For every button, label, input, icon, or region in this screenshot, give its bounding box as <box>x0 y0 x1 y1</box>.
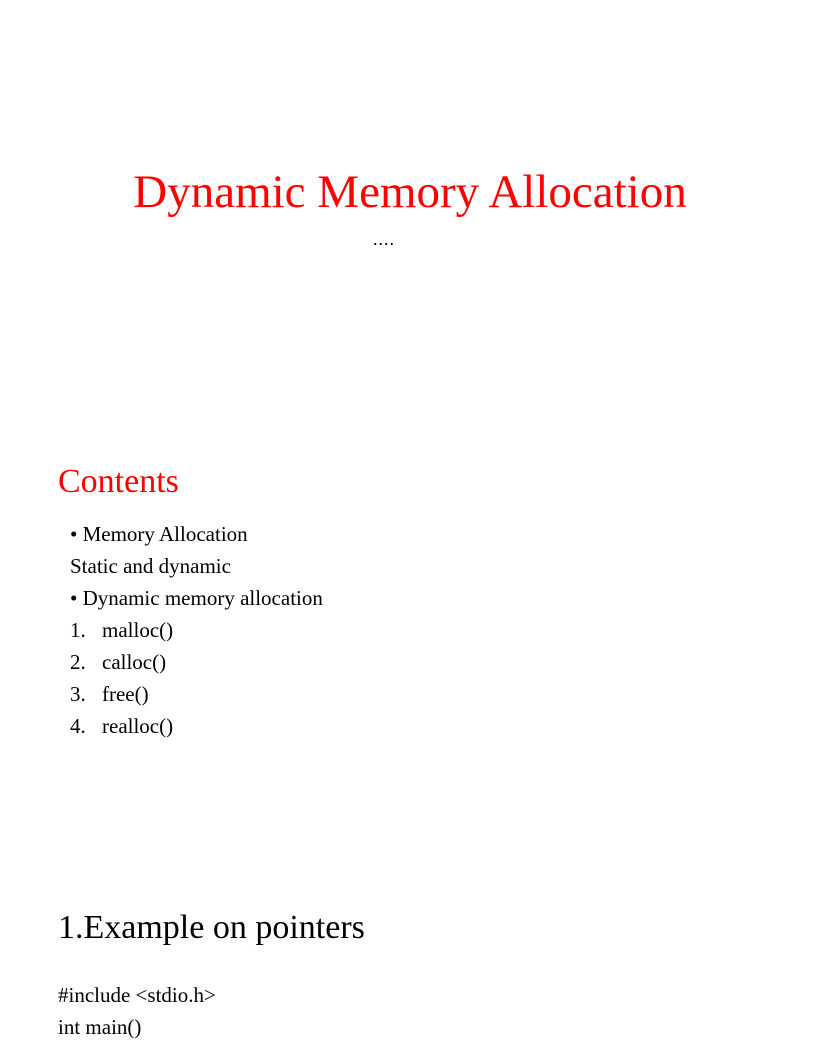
slide-subtitle: .... <box>373 229 395 249</box>
list-item <box>70 710 323 742</box>
list-item <box>70 582 323 614</box>
contents-heading: Contents <box>58 463 179 500</box>
list-item-text: malloc() <box>102 618 174 642</box>
list-number: 3. <box>70 682 86 706</box>
contents-slide <box>0 440 768 780</box>
list-number: 2. <box>70 650 86 674</box>
list-item-text: Static and dynamic <box>70 554 231 578</box>
list-item-text: free() <box>102 682 149 706</box>
list-item-text: Memory Allocation <box>82 522 248 546</box>
bullet-marker: • <box>70 586 78 610</box>
slide-title: Dynamic Memory Allocation <box>133 166 687 218</box>
title-slide <box>0 0 768 300</box>
code-line: int main() <box>58 1015 142 1039</box>
list-item <box>70 518 323 550</box>
contents-list <box>70 518 323 742</box>
list-item <box>70 678 323 710</box>
bullet-marker: • <box>70 522 78 546</box>
list-number: 1. <box>70 618 86 642</box>
list-item <box>70 646 323 678</box>
list-item-text: calloc() <box>102 650 167 674</box>
list-item-text: realloc() <box>102 714 174 738</box>
example-heading: 1.Example on pointers <box>58 909 365 946</box>
list-item <box>70 550 323 582</box>
list-number: 4. <box>70 714 86 738</box>
code-line: #include <stdio.h> <box>58 983 216 1007</box>
list-item <box>70 614 323 646</box>
example-slide <box>0 880 768 1039</box>
list-item-text: Dynamic memory allocation <box>82 586 323 610</box>
